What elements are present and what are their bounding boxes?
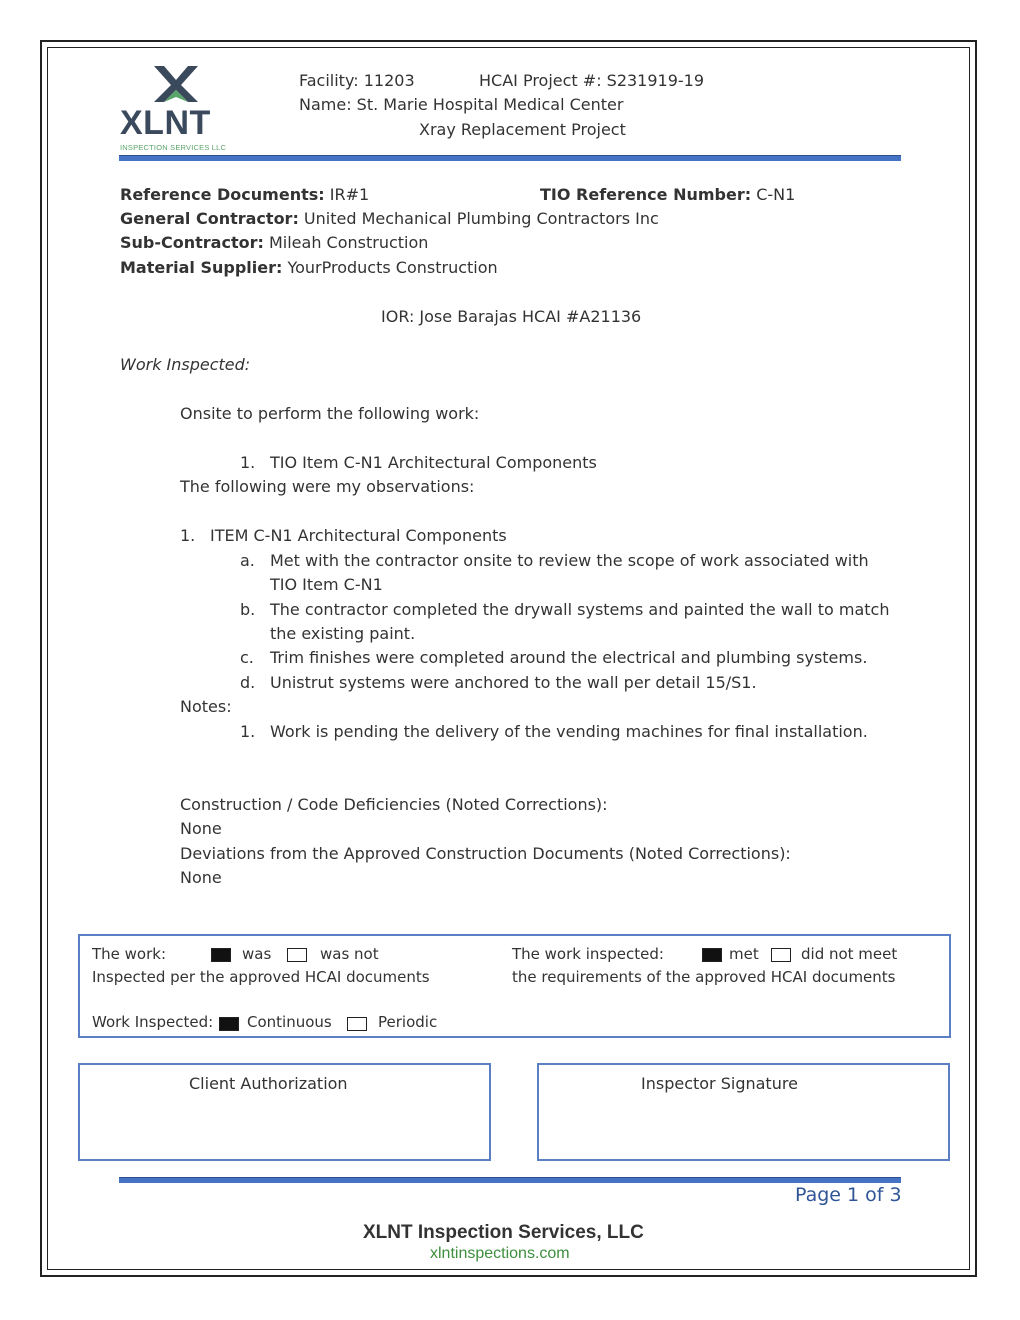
facility-name: Name: St. Marie Hospital Medical Center [299,95,624,114]
reference-documents [120,185,369,205]
ior-line: IOR: Jose Barajas HCAI #A21136 [381,307,642,326]
reference-documents-value: IR#1 [324,185,370,204]
logo-wordmark: XLNT [120,104,211,142]
work-label: The work: [92,945,167,963]
observation-a-letter: a. [240,551,255,570]
continuous-checkbox[interactable] [219,1017,239,1031]
material-supplier-label: Material Supplier: [120,258,283,277]
observation-title: ITEM C-N1 Architectural Components [210,526,507,545]
inspected-per-text: Inspected per the approved HCAI documents [92,968,430,986]
header-divider [119,155,901,161]
met-checkbox[interactable] [702,948,722,962]
footer-divider [119,1177,901,1183]
sub-contractor-value: Mileah Construction [263,233,429,252]
general-contractor-value: United Mechanical Plumbing Contractors Inc [298,209,659,228]
observations-intro: The following were my observations: [180,477,475,496]
footer-company: XLNT Inspection Services, LLC [363,1222,644,1243]
observation-d-letter: d. [240,673,256,692]
continuous-label: Continuous [247,1013,332,1031]
footer-website[interactable]: xlntinspections.com [430,1245,570,1262]
observation-a-line1: Met with the contractor onsite to review the scope of work associated with [270,551,869,570]
observation-b-line1: The contractor completed the drywall systems and painted the wall to match [270,600,890,619]
work-item-text: TIO Item C-N1 Architectural Components [270,453,597,472]
work-item-number: 1. [240,453,256,472]
tio-reference-label: TIO Reference Number: [540,185,752,204]
notes-heading: Notes: [180,697,232,716]
note-number: 1. [240,722,256,741]
company-logo [120,64,232,152]
sub-contractor-label: Sub-Contractor: [120,233,264,252]
code-deficiencies-heading: Construction / Code Deficiencies (Noted Corrections): [180,795,608,814]
tio-reference-value: C-N1 [751,185,796,204]
onsite-intro: Onsite to perform the following work: [180,404,480,423]
was-label: was [242,945,272,963]
did-not-meet-label: did not meet [801,945,898,963]
observation-number: 1. [180,526,196,545]
periodic-checkbox[interactable] [347,1017,367,1031]
was-not-checkbox[interactable] [287,948,307,962]
client-authorization-label: Client Authorization [189,1074,348,1093]
requirements-text: the requirements of the approved HCAI documents [512,968,896,986]
project-name: Xray Replacement Project [419,120,626,139]
deviations-value: None [180,868,222,887]
material-supplier [120,258,498,278]
work-inspected-heading: Work Inspected: [120,355,251,374]
observation-b-line2: the existing paint. [270,624,416,643]
observation-c-letter: c. [240,648,254,667]
deviations-heading: Deviations from the Approved Construction Documents (Noted Corrections): [180,844,791,863]
did-not-meet-checkbox[interactable] [771,948,791,962]
hcai-project-number: HCAI Project #: S231919-19 [479,71,705,90]
client-authorization-box[interactable] [78,1063,491,1161]
note-text: Work is pending the delivery of the vending machines for final installation. [270,722,868,741]
met-label: met [729,945,759,963]
logo-x-icon [120,64,232,104]
tio-reference [540,185,795,205]
logo-subtitle: INSPECTION SERVICES LLC [120,143,227,152]
inspection-status-box [78,934,951,1038]
inspector-signature-label: Inspector Signature [641,1074,798,1093]
general-contractor [120,209,659,229]
was-not-label: was not [320,945,379,963]
observation-a-line2: TIO Item C-N1 [270,575,383,594]
observation-c-line1: Trim finishes were completed around the electrical and plumbing systems. [270,648,868,667]
general-contractor-label: General Contractor: [120,209,299,228]
observation-d-line1: Unistrut systems were anchored to the wall per detail 15/S1. [270,673,757,692]
inspection-type-label: Work Inspected: [92,1013,214,1031]
reference-documents-label: Reference Documents: [120,185,325,204]
material-supplier-value: YourProducts Construction [282,258,498,277]
work-inspected-label: The work inspected: [512,945,664,963]
periodic-label: Periodic [378,1013,438,1031]
sub-contractor [120,233,428,253]
page-number: Page 1 of 3 [795,1184,902,1206]
inspector-signature-box[interactable] [537,1063,950,1161]
was-checkbox[interactable] [211,948,231,962]
code-deficiencies-value: None [180,819,222,838]
facility-number: Facility: 11203 [299,71,415,90]
observation-b-letter: b. [240,600,256,619]
